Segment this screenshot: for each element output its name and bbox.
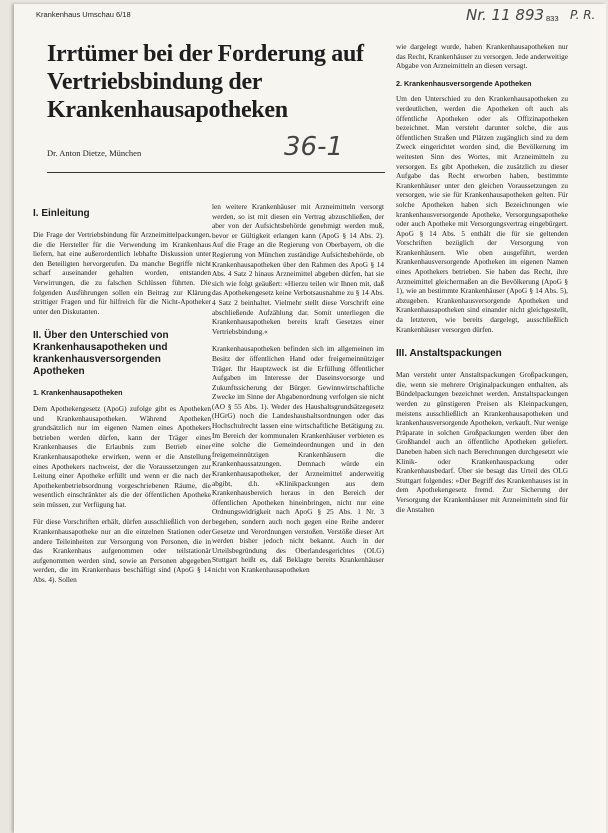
handwritten-title-annotation: 36-1: [284, 132, 344, 162]
paragraph: Für diese Vorschriften erhält, dürfen ausschließlich von der Krankenhausapotheke nur an die einzelnen Stationen oder andere Teileinheiten zur Versorgung von Personen, die in das Krankenhaus aufgenommen oder teilstationär aufgenommen werden sind, sowie an Personen abgegeben werden, die im Krankenhaus beschäftigt sind (ApoG § 14 Abs. 4). Sollen: [33, 517, 211, 585]
paragraph: Die Frage der Vertriebsbindung für Arzneimittelpackungen, die die Hersteller für die Verwendung im Krankenhaus liefern, hat eine außerordentlich lebhafte Diskussion unter den Beteiligten hervorgerufen. Da manche Begriffe nicht scharf auseinander gehalten worden, entstanden Verwirrungen, die zu falschen Schlüssen führten. Die folgenden Ausführungen sollen ein Beitrag zur Klärung strittiger Fragen und für hilfreich für die Nicht-Apotheker unter den Diskutanten.: [33, 230, 211, 316]
paragraph: Dem Apothekengesetz (ApoG) zufolge gibt es Apotheken und Krankenhausapotheken. Während Apotheken grundsätzlich nur im eigenen Namen eines Apothekers betrieben werden dürfen, kann der Träger eines Krankenhauses die Erlaubnis zum Betrieb einer Krankenhausapotheke erwirken, wenn er die Anstellung eines Apothekers nachweist, der die Voraussetzungen zur Leitung einer Apotheke erfüllt und wenn er die nach der Apothekenbetriebsordnung vorgeschriebenen Räume, die wesentlich einschränkter als die der öffentlichen Apotheke sein müssen, zur Verfügung hat.: [33, 403, 211, 509]
article-author: Dr. Anton Dietze, München: [47, 148, 142, 158]
column-1: [33, 202, 211, 822]
handwritten-stamp: Nr. 11 893: [466, 6, 545, 24]
column-2: [212, 202, 384, 822]
page-number: 833: [546, 14, 559, 23]
section-heading-introduction: I. Einleitung: [33, 208, 90, 219]
handwritten-annotation: P. R.: [570, 8, 596, 22]
title-rule: [47, 172, 385, 173]
article-title: Irrtümer bei der Forderung auf Vertriebsbindung der Krankenhausapotheken: [47, 41, 364, 123]
section-heading-difference: II. Über den Unterschied von Krankenhausapotheken und krankenhausversorgenden Apotheken: [33, 330, 169, 378]
section-heading-institutional-packs: III. Anstaltspackungen: [396, 348, 502, 360]
subsection-heading-hospital-pharmacies: 1. Krankenhausapotheken: [33, 388, 123, 398]
subsection-heading-supplying-pharmacies: 2. Krankenhausversorgende Apotheken: [396, 78, 532, 88]
paragraph: Man versteht unter Anstaltspackungen Großpackungen, die, wenn sie mehrere Originalpackungen enthalten, als Bündelpackungen bezeichnet werden. Anstaltspackungen werden zu günstigeren Preisen als Kleinpackungen, meistens ausschließlich an Krankenhausapotheken und krankenhausversorgende Apotheken, verkauft. Nur wenige Präparate in solchen Großpackungen werden über den Großhandel auch an öffentliche Apotheken geliefert. Daneben haben sich nach Berechnungen durchgesetzt wie Klinik- oder Krankenhauspackung oder Krankenhausbedarf. Über sie besagt das Urteil des OLG Stuttgart folgendes: »Der Begriff des Krankenhauses ist in dem Apothekengesetz fremd. Zur Sicherung der Versorgung der Krankenhäuser mit Arzneimitteln sind für die Anstalten: [396, 370, 568, 514]
paragraph: len weitere Krankenhäuser mit Arzneimitteln versorgt werden, so ist mit diesen ein Vertrag abzuschließen, der aber von der Aufsichtsbehörde genehmigt werden muß, bevor er Gültigkeit erlangen kann (ApoG § 14 Abs. 2). Auf die Frage an die Regierung von Oberbayern, ob die Regierung von München zuständige Aufsichtsbehörde, ob Krankenhausapotheken über den Rahmen des ApoG § 14 Abs. 4 Satz 2 hinaus Arzneimittel abgeben dürfen, hat sie sich wie folgt geäußert: »Hierzu teilen wir Ihnen mit, daß das Apothekengesetz keine Verbotsausnahme zu § 14 Abs. 4 Satz 2 beinhaltet. Vielmehr stellt diese Vorschrift eine abschließende Aufzählung dar. Somit unterliegen die Krankenhausapotheken bereits kraft Gesetzes einer Vertriebsbindung.«: [212, 202, 384, 336]
running-head: Krankenhaus Umschau 6/18: [36, 10, 131, 19]
paragraph: wie dargelegt wurde, haben Krankenhausapotheken nur das Recht, Krankenhäuser zu versorgen. Jede anderweitige Abgabe von Arzneimitteln an diesen versagt.: [396, 42, 568, 71]
paragraph: Um den Unterschied zu den Krankenhausapotheken zu verdeutlichen, werden die Apotheken oft auch als öffentliche Apotheken oder als Offizinapotheken bezeichnet. Man versteht darunter solche, die aus öffentlichen Straßen und Plätzen zugänglich sind zu dem Zweck eingerichtet worden sind, die Bevölkerung im weitesten Sinn des Wortes, mit Arzneimitteln zu versorgen. Es gibt Apotheken, die zusätzlich zu dieser Aufgabe das Recht erworben haben, bestimmte Krankenhäuser unter den gleichen Voraussetzungen zu versorgen, wie sie für Krankenhausapotheken gelten. Für solche Apotheken haben sich Bezeichnungen wie krankenhausversorgende Apotheke, Versorgungsapotheke oder auch Apotheke mit Versorgungsvertrag eingebürgert. ApoG § 14 Abs. 5 enthält die für sie geltenden Vorschriften bezüglich der Versorgung von Krankenhäusern. Wie oben ausgeführt, werden Krankenhausversorgende Apotheken im eigenen Namen eines Apothekers betrieben. Sie haben das Recht, ihre Arzneimittel gleichermaßen an die Bevölkerung (ApoG § 1), wie an bestimmte Krankenhäuser (ApoG § 14 Abs. 5), abzugeben. Krankenhausversorgende Apotheken und Krankenhausapotheken sind einander nicht gleichgestellt, da letzteren, wie bereits dargelegt, ausschließlich Krankenhäuser versorgen dürfen.: [396, 94, 568, 334]
scanned-page: [14, 4, 606, 833]
column-3: [396, 42, 568, 824]
paragraph: Krankenhausapotheken befinden sich im allgemeinen im Besitz der öffentlichen Hand oder freigemeinnütziger Träger. Ihr Hauptzweck ist die Erfüllung öffentlicher Aufgaben im Interesse der Daseinsvorsorge und Zukunftssicherung der Bürger. Gewinnwirtschaftliche Zwecke im Sinne der Abgabenordnung verfolgen sie nicht (AO § 55 Abs. 1). Weder des Haushaltsgrundsätzegesetz (HGrG) noch die Landeshaushaltsordnungen oder das Hochschulrecht lassen eine wirtschaftliche Betätigung zu. Im Bereich der kommunalen Krankenhäuser verbieten es eine solche die Gemeindeordnungen und in den freigemeinnützigen Krankenhäusern die Krankenhaussatzungen. Demnach würde ein Krankenhausapotheker, der Arzneimittel anderweitig abgibt, d.h. »Klinikpackungen aus dem Krankenhausbereich heraus in den Bereich der öffentlichen Apotheken hineinbringen, nicht nur eine Ordnungswidrigkeit nach ApoG § 25 Abs. 1 Nr. 3 begehen, sondern auch noch gegen eine Reihe anderer Gesetze und Verordnungen verstoßen. Verstöße dieser Art werden bisher jedoch nicht bekannt. Auch in der Urteilsbegründung des Oberlandesgerichtes (OLG) Stuttgart heißt es, daß Beklagte bereits Krankenhäuser nicht von Krankenhausapotheken: [212, 344, 384, 574]
